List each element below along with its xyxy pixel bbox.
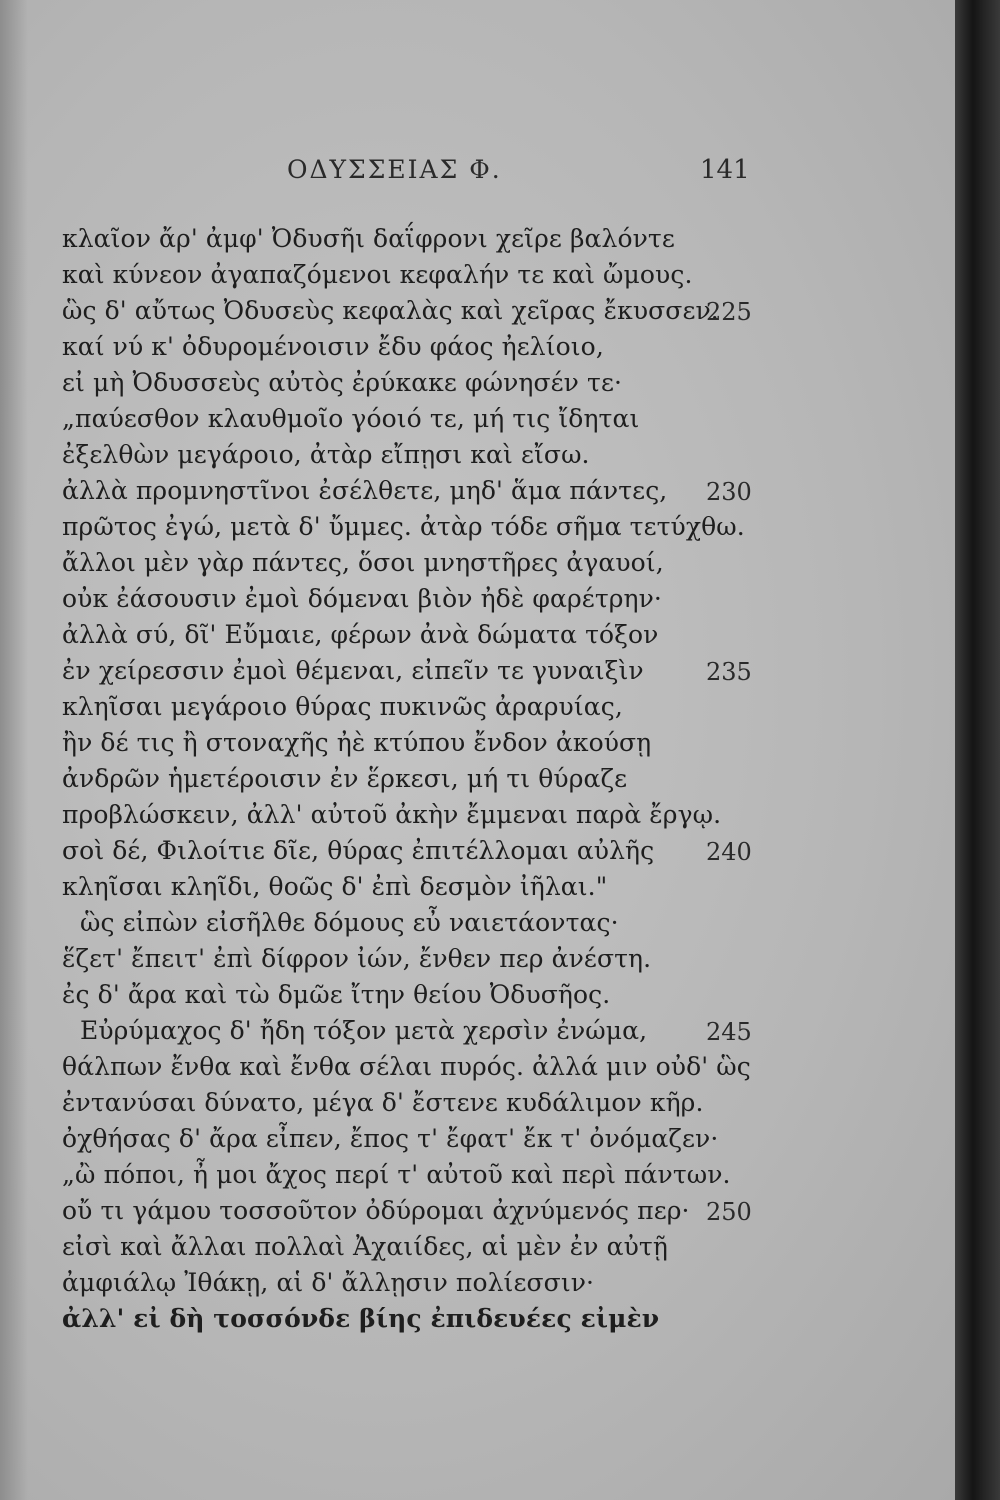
verse-line: ἐν χείρεσσιν ἐμοὶ θέμεναι, εἰπεῖν τε γυναιξὶν [62,656,644,685]
verse-line: ἐς δ' ἄρα καὶ τὼ δμῶε ἴτην θείου Ὀδυσῆος. [62,980,611,1009]
verse-line: ἐξελθὼν μεγάροιο, ἀτὰρ εἴπῃσι καὶ εἴσω. [62,440,590,469]
verse-line: καὶ κύνεον ἀγαπαζόμενοι κεφαλήν τε καὶ ὤμους. [62,260,693,289]
line-number: 225 [706,298,752,326]
verse-line: ἀλλὰ προμνηστῖνοι ἐσέλθετε, μηδ' ἅμα πάντες, [62,476,668,505]
verse-line: εἰσὶ καὶ ἄλλαι πολλαὶ Ἀχαιίδες, αἱ μὲν ἐν αὐτῇ [62,1232,668,1261]
verse-line: ὀχθήσας δ' ἄρα εἶπεν, ἔπος τ' ἔφατ' ἔκ τ' ὀνόμαζεν· [62,1124,719,1153]
verse-line: „παύεσθον κλαυθμοῖο γόοιό τε, μή τις ἴδηται [62,404,640,433]
verse-line: ἢν δέ τις ἢ στοναχῆς ἠὲ κτύπου ἔνδον ἀκούσῃ [62,728,652,757]
verse-line: οὔ τι γάμου τοσσοῦτον ὀδύρομαι ἀχνύμενός περ· [62,1196,690,1225]
verse-line: ἀλλὰ σύ, δῖ' Εὔμαιε, φέρων ἀνὰ δώματα τόξον [62,620,659,649]
verse-line: ἕζετ' ἔπειτ' ἐπὶ δίφρον ἰών, ἔνθεν περ ἀνέστη. [62,944,652,973]
verse-line: πρῶτος ἐγώ, μετὰ δ' ὔμμες. ἀτὰρ τόδε σῆμα τετύχθω. [62,512,745,541]
verse-line: οὐκ ἐάσουσιν ἐμοὶ δόμεναι βιὸν ἠδὲ φαρέτρην· [62,584,662,613]
verse-line: προβλώσκειν, ἀλλ' αὐτοῦ ἀκὴν ἔμμεναι παρὰ ἔργῳ. [62,800,722,829]
page-fold-shadow [0,0,28,1500]
verse-line: κληῖσαι κληῖδι, θοῶς δ' ἐπὶ δεσμὸν ἰῆλαι." [62,872,608,901]
line-number: 230 [706,478,752,506]
line-number: 235 [706,658,752,686]
line-number: 240 [706,838,752,866]
verse-line: Εὐρύμαχος δ' ἤδη τόξον μετὰ χερσὶν ἐνώμα, [80,1016,648,1045]
verse-line: κληῖσαι μεγάροιο θύρας πυκινῶς ἀραρυίας, [62,692,623,721]
page-number: 141 [700,155,750,185]
verse-line: ὣς δ' αὔτως Ὀδυσεὺς κεφαλὰς καὶ χεῖρας ἔκυσσεν. [62,296,719,325]
verse-line: „ὢ πόποι, ἦ μοι ἄχος περί τ' αὐτοῦ καὶ περὶ πάντων. [62,1160,731,1189]
verse-line: κλαῖον ἄρ' ἀμφ' Ὀδυσῆι δαΐφρονι χεῖρε βαλόντε [62,224,675,253]
running-head-title: ΟΔΥΣΣΕΙΑΣ Φ. [287,155,502,184]
verse-line: σοὶ δέ, Φιλοίτιε δῖε, θύρας ἐπιτέλλομαι αὐλῆς [62,836,655,865]
verse-line: ἀνδρῶν ἡμετέροισιν ἐν ἕρκεσι, μή τι θύραζε [62,764,628,793]
verse-line: καί νύ κ' ὀδυρομένοισιν ἔδυ φάος ἠελίοιο, [62,332,604,361]
verse-line: ἀλλ' εἰ δὴ τοσσόνδε βίης ἐπιδευέες εἰμὲν [62,1304,660,1333]
line-number: 245 [706,1018,752,1046]
verse-line: εἰ μὴ Ὀδυσσεὺς αὐτὸς ἐρύκακε φώνησέν τε· [62,368,623,397]
page-edge-shadow [955,0,1000,1500]
verse-line: ἐντανύσαι δύνατο, μέγα δ' ἔστενε κυδάλιμον κῆρ. [62,1088,704,1117]
verse-line: θάλπων ἔνθα καὶ ἔνθα σέλαι πυρός. ἀλλά μιν οὐδ' ὣς [62,1052,751,1081]
verse-line: ἄλλοι μὲν γὰρ πάντες, ὅσοι μνηστῆρες ἀγαυοί, [62,548,664,577]
verse-line: ὣς εἰπὼν εἰσῆλθε δόμους εὖ ναιετάοντας· [80,908,619,937]
verse-line: ἀμφιάλῳ Ἰθάκῃ, αἱ δ' ἄλλῃσιν πολίεσσιν· [62,1268,595,1297]
line-number: 250 [706,1198,752,1226]
